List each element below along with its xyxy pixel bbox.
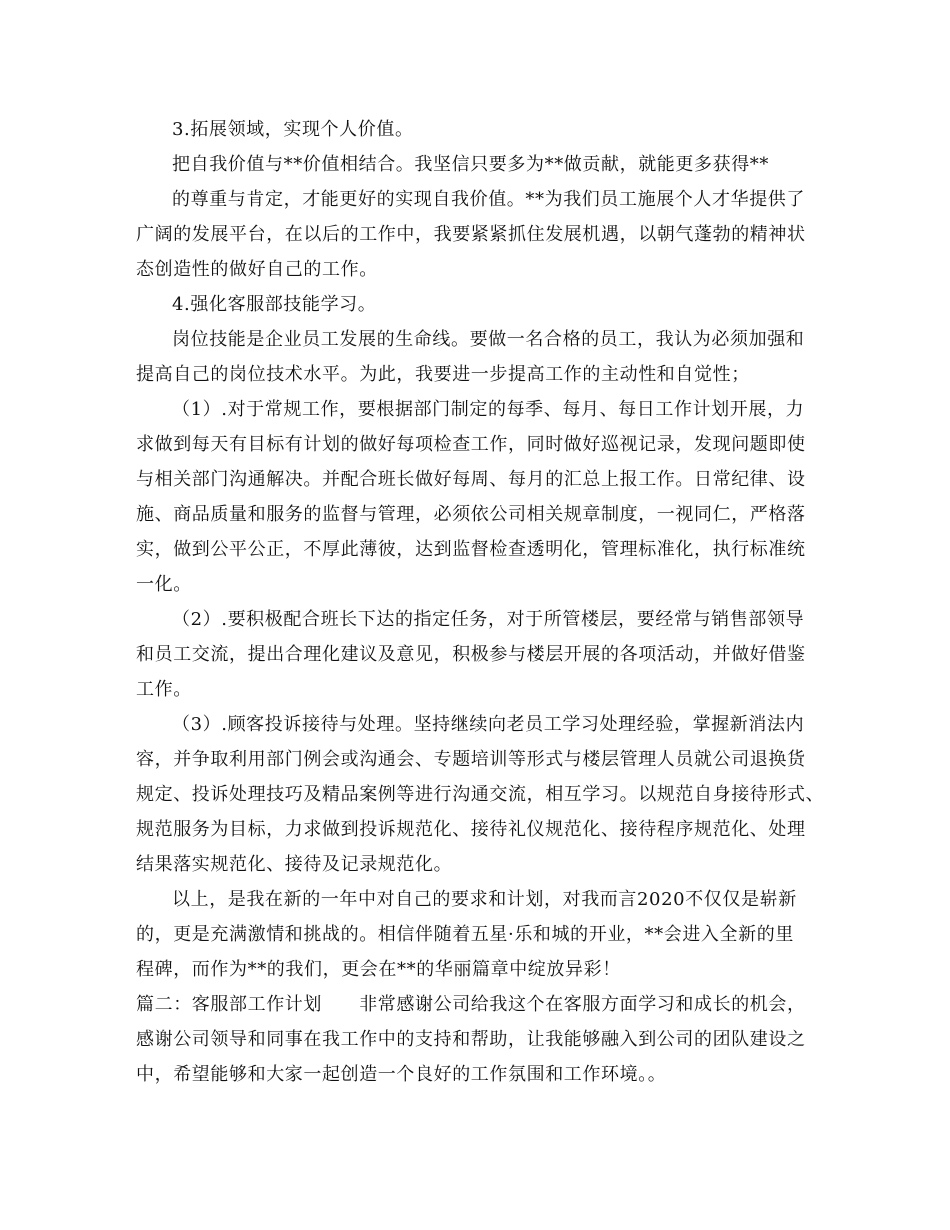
paragraph-line: 一化。 — [136, 574, 192, 595]
list-item-3-line: （3）.顾客投诉接待与处理。坚持继续向老员工学习处理经验，掌握新消法内 — [172, 714, 805, 735]
paragraph-line: 和员工交流，提出合理化建议及意见，积极参与楼层开展的各项活动，并做好借鉴 — [136, 644, 806, 665]
heading-4: 4.强化客服部技能学习。 — [172, 294, 377, 315]
paragraph-line: 容，并争取利用部门例会或沟通会、专题培训等形式与楼层管理人员就公司退换货 — [136, 749, 806, 770]
paragraph-line: 中，希望能够和大家一起创造一个良好的工作氛围和工作环境。。 — [136, 1064, 667, 1085]
paragraph-line: 规定、投诉处理技巧及精品案例等进行沟通交流，相互学习。以规范自身接待形式、 — [136, 784, 825, 805]
heading-3: 3.拓展领域，实现个人价值。 — [172, 119, 414, 140]
paragraph-line: 工作。 — [136, 679, 192, 700]
paragraph-line: 结果落实规范化、接待及记录规范化。 — [136, 854, 453, 875]
paragraph-line: 感谢公司领导和同事在我工作中的支持和帮助，让我能够融入到公司的团队建设之 — [136, 1029, 806, 1050]
paragraph-line: 的尊重与肯定，才能更好的实现自我价值。**为我们员工施展个人才华提供了 — [172, 189, 805, 210]
paragraph-line: 实，做到公平公正，不厚此薄彼，达到监督检查透明化，管理标准化，执行标准统 — [136, 539, 806, 560]
list-item-2-line: （2）.要积极配合班长下达的指定任务，对于所管楼层，要经常与销售部领导 — [172, 609, 805, 630]
paragraph-line: 广阔的发展平台，在以后的工作中，我要紧紧抓住发展机遇，以朝气蓬勃的精神状 — [136, 224, 806, 245]
paragraph-line: 求做到每天有目标有计划的做好每项检查工作，同时做好巡视记录，发现问题即使 — [136, 434, 806, 455]
paragraph-line: 岗位技能是企业员工发展的生命线。要做一名合格的员工，我认为必须加强和 — [172, 329, 805, 350]
paragraph-line: 规范服务为目标，力求做到投诉规范化、接待礼仪规范化、接待程序规范化、处理 — [136, 819, 806, 840]
paragraph-line: 施、商品质量和服务的监督与管理，必须依公司相关规章制度，一视同仁，严格落 — [136, 504, 806, 525]
list-item-1-line: （1）.对于常规工作，要根据部门制定的每季、每月、每日工作计划开展，力 — [172, 399, 805, 420]
paragraph-line: 态创造性的做好自己的工作。 — [136, 259, 378, 280]
paragraph-line: 与相关部门沟通解决。并配合班长做好每周、每月的汇总上报工作。日常纪律、设 — [136, 469, 806, 490]
paragraph-line: 把自我价值与**价值相结合。我坚信只要多为**做贡献，就能更多获得** — [172, 154, 769, 175]
section-two-line: 篇二：客服部工作计划 非常感谢公司给我这个在客服方面学习和成长的机会， — [136, 994, 806, 1015]
conclusion-line: 以上，是我在新的一年中对自己的要求和计划，对我而言2020不仅仅是崭新 — [172, 889, 797, 910]
paragraph-line: 程碑，而作为**的我们，更会在**的华丽篇章中绽放异彩！ — [136, 959, 621, 980]
paragraph-line: 提高自己的岗位技术水平。为此，我要进一步提高工作的主动性和自觉性； — [136, 364, 750, 385]
paragraph-line: 的，更是充满激情和挑战的。相信伴随着五星·乐和城的开业，**会进入全新的里 — [136, 924, 794, 945]
